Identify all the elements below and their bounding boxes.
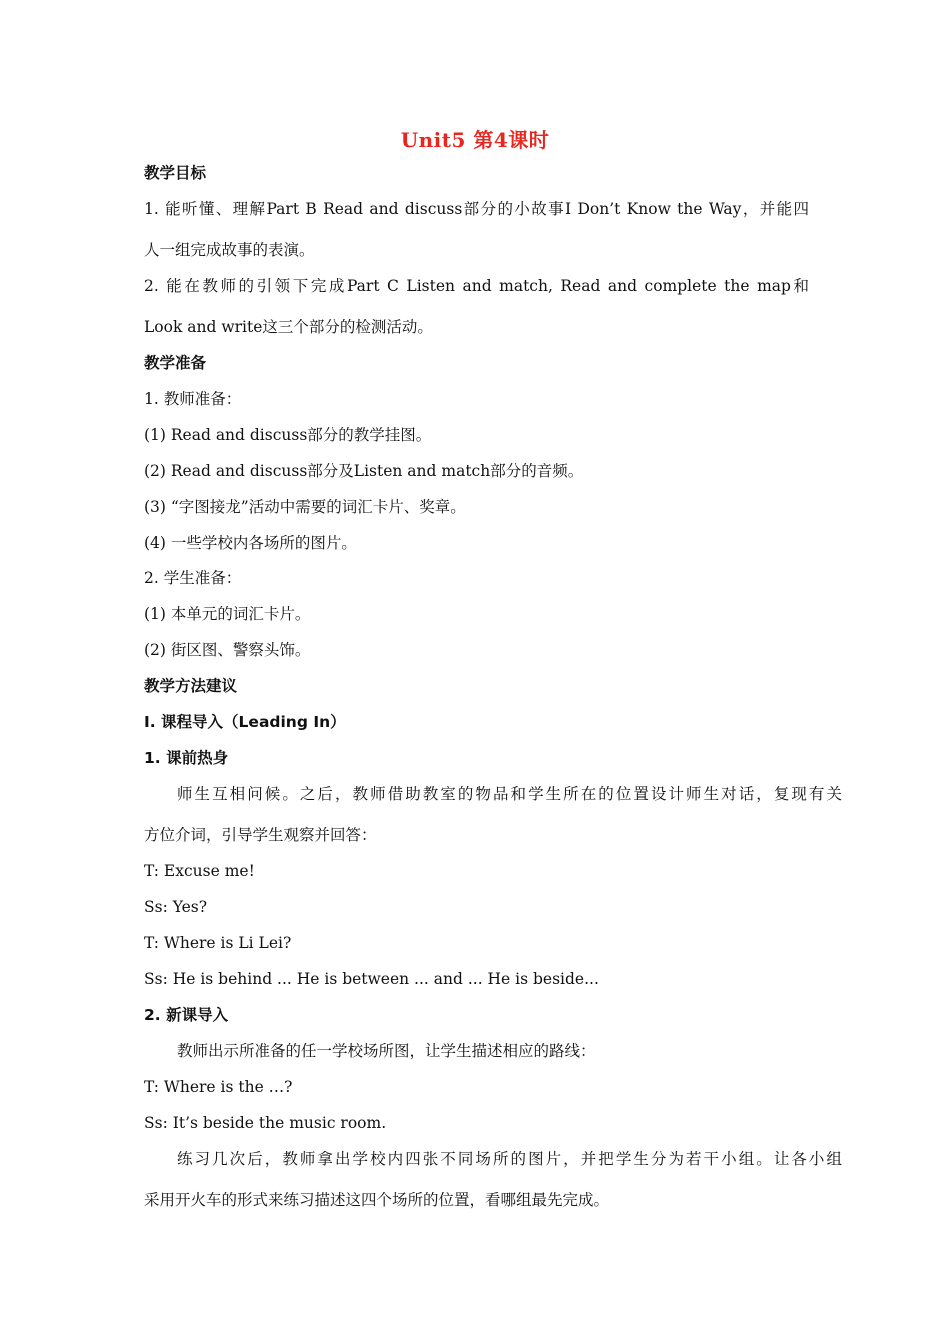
body-text-line: (2) 街区图、警察头饰。 (144, 641, 311, 659)
section-heading: I. 课程导入（Leading In） (144, 713, 346, 731)
section-heading: 教学目标 (144, 164, 207, 182)
body-text-line: Ss: Yes? (144, 898, 208, 916)
document-title: Unit5 第4课时 (400, 128, 550, 152)
section-heading: 教学准备 (144, 354, 207, 372)
body-text-line: Ss: He is behind ... He is between ... and ... He is beside... (144, 970, 599, 988)
body-text-line: (2) Read and discuss部分及Listen and match部分的音频。 (144, 462, 584, 480)
body-text-line: 师生互相问候。之后，教师借助教室的物品和学生所在的位置设计师生对话，复现有关 (177, 785, 842, 803)
body-text-line: Ss: It’s beside the music room. (144, 1114, 387, 1132)
body-text-line: (1) 本单元的词汇卡片。 (144, 605, 311, 623)
section-heading: 1. 课前热身 (144, 749, 229, 767)
body-text-line: T: Where is Li Lei? (144, 934, 292, 952)
body-text-line: 采用开火车的形式来练习描述这四个场所的位置，看哪组最先完成。 (144, 1191, 610, 1209)
body-text-line: 2. 学生准备： (144, 569, 242, 587)
body-text-line: Look and write这三个部分的检测活动。 (144, 318, 433, 336)
body-text-line: T: Excuse me! (144, 862, 255, 880)
body-text-line: T: Where is the …? (144, 1078, 293, 1096)
section-heading: 教学方法建议 (144, 677, 238, 695)
body-text-line: 人一组完成故事的表演。 (144, 241, 315, 259)
body-text-line: (3) “字图接龙”活动中需要的词汇卡片、奖章。 (144, 498, 466, 516)
body-text-line: 1. 教师准备： (144, 390, 242, 408)
body-text-line: (4) 一些学校内各场所的图片。 (144, 534, 357, 552)
body-text-line: 练习几次后，教师拿出学校内四张不同场所的图片，并把学生分为若干小组。让各小组 (177, 1150, 842, 1168)
body-text-line: (1) Read and discuss部分的教学挂图。 (144, 426, 432, 444)
body-text-line: 1. 能听懂、理解Part B Read and discuss部分的小故事I Don’t Know the Way，并能四 (144, 200, 809, 218)
body-text-line: 教师出示所准备的任一学校场所图，让学生描述相应的路线： (177, 1042, 596, 1060)
section-heading: 2. 新课导入 (144, 1006, 229, 1024)
body-text-line: 方位介词，引导学生观察并回答： (144, 826, 377, 844)
body-text-line: 2. 能在教师的引领下完成Part C Listen and match, Read and complete the map和 (144, 277, 809, 295)
